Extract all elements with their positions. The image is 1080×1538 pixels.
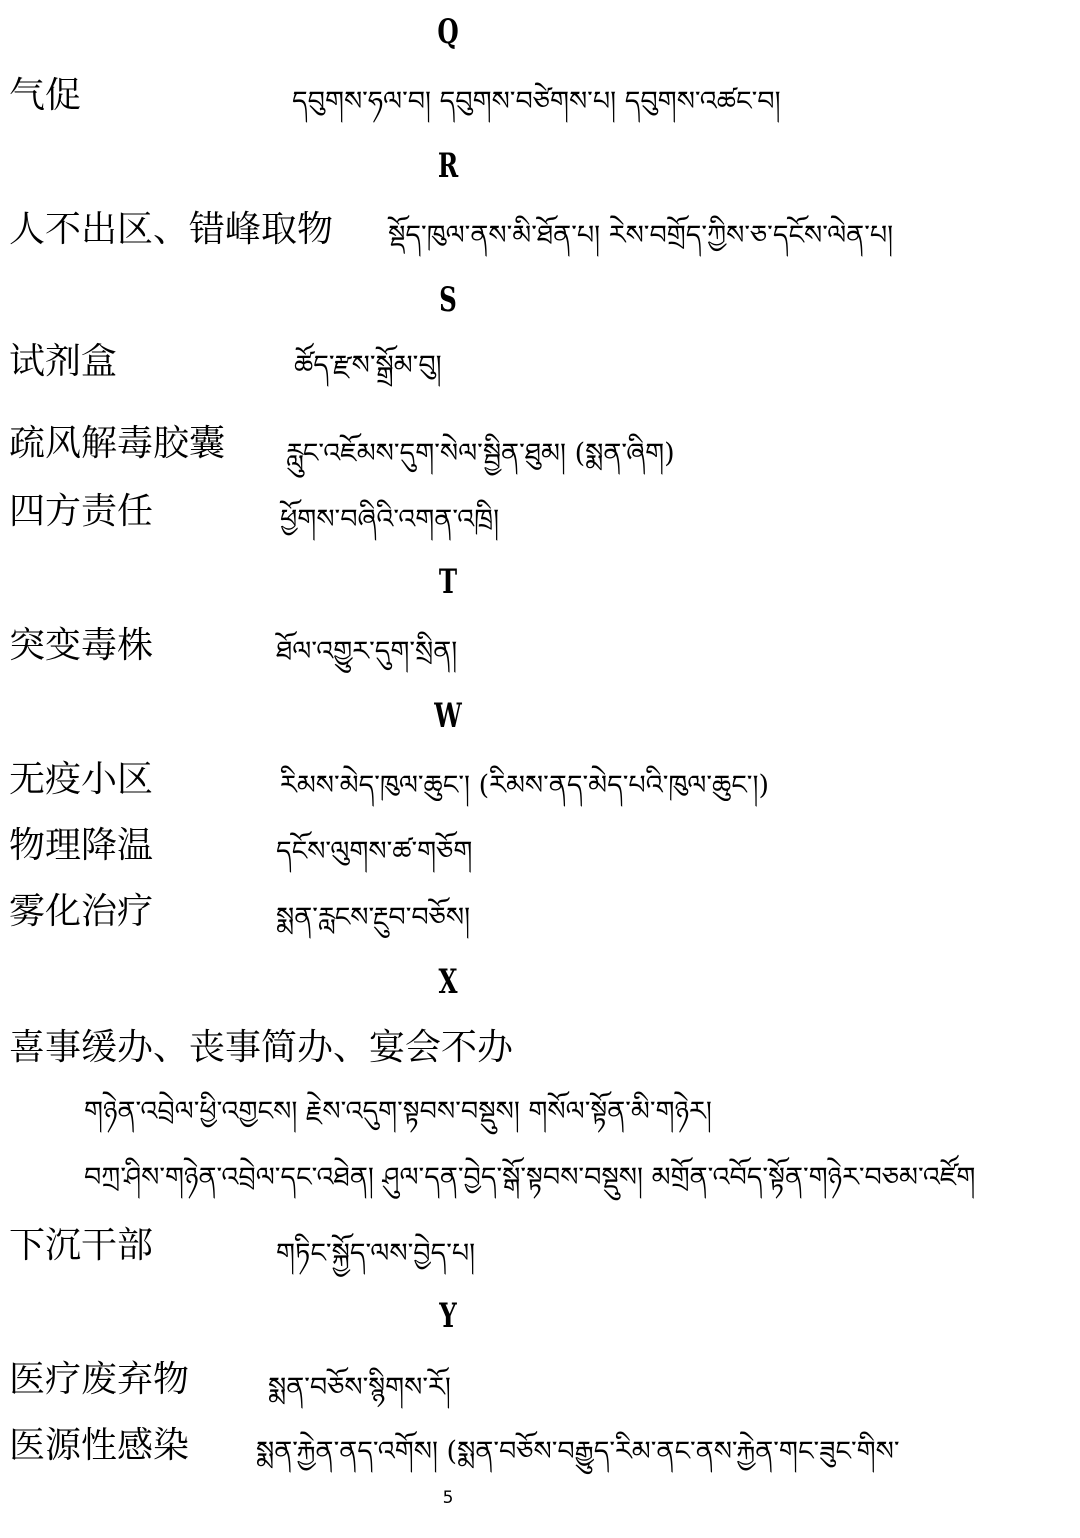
section-letter-x: X: [438, 962, 458, 1002]
entry-term-tibetan: རླུང་འཇོམས་དུག་སེལ་སྦྱིན་ཐུམ། (སྨན་ཞིག): [286, 438, 675, 469]
entry-term-chinese: 突变毒株: [9, 625, 154, 666]
entry-term-chinese: 无疫小区: [9, 759, 154, 800]
section-letter-y: Y: [439, 1296, 457, 1336]
entry-term-chinese: 雾化治疗: [9, 891, 154, 932]
entry-term-chinese: 人不出区、错峰取物: [9, 209, 334, 250]
entry-term-chinese: 物理降温: [9, 825, 154, 866]
entry-term-tibetan: ཚོད་རྫས་སྒྲོམ་བུ།: [294, 350, 442, 381]
entry-term-chinese: 气促: [9, 75, 82, 116]
entry-term-tibetan: གཏིང་སྐྱོད་ལས་བྱེད་པ།: [276, 1238, 476, 1269]
entry-term-tibetan: དབུགས་ཧལ་བ། དབུགས་བཙེགས་པ། དབུགས་འཚང་བ།: [292, 86, 781, 117]
page-number: 5: [442, 1488, 454, 1508]
entry-term-tibetan: སྨན་བཅོས་སྙིགས་རོ།: [268, 1372, 451, 1403]
entry-term-chinese: 医源性感染: [9, 1425, 190, 1466]
section-letter-q: Q: [437, 12, 459, 52]
section-letter-s: S: [439, 280, 457, 320]
section-letter-t: T: [438, 562, 458, 602]
entry-term-tibetan: ཕྱོགས་བཞིའི་འགན་འཁྲི།: [280, 504, 500, 535]
entry-term-chinese: 医疗废弃物: [9, 1359, 190, 1400]
section-letter-r: R: [437, 146, 459, 186]
entry-term-tibetan: ཐོལ་འགྱུར་དུག་སྲིན།: [276, 636, 458, 667]
entry-term-chinese: 下沉干部: [9, 1225, 154, 1266]
entry-term-chinese: 疏风解毒胶囊: [9, 423, 226, 464]
entry-term-chinese: 四方责任: [9, 491, 154, 532]
section-letter-w: W: [434, 696, 462, 736]
entry-term-chinese: 试剂盒: [9, 341, 118, 382]
entry-term-tibetan: སྡོད་ཁུལ་ནས་མི་ཐོན་པ། རེས་བགྲོད་ཀྱིས་ཅ་དངོས་ལེན་པ།: [388, 220, 894, 251]
entry-term-tibetan-line-1: གཉེན་འབྲེལ་ཕྱི་འགྱངས། རྗེས་འདུག་སྟབས་བསྡུས། གསོལ་སྟོན་མི་གཉེར།: [84, 1096, 712, 1127]
entry-term-tibetan: སྨན་རྐྱེན་ནད་འགོས། (སྨན་བཅོས་བརྒྱུད་རིམ་ནང་ནས་རྐྱེན་གང་ཟུང་གིས་: [256, 1436, 900, 1467]
entry-term-tibetan: སྨན་རླངས་རྔུབ་བཅོས།: [276, 902, 471, 933]
entry-term-tibetan: དངོས་ལུགས་ཚ་གཅོག: [276, 836, 473, 867]
entry-term-tibetan-line-2: བཀྲ་ཤིས་གཉེན་འབྲེལ་དང་འཐེན། ཤུལ་དན་བྱེད་སྒོ་སྟབས་བསྡུས། མགྲོན་འབོད་སྟོན་གཉེར་བཅམ་འཛོག: [84, 1162, 976, 1193]
entry-term-tibetan: རིམས་མེད་ཁུལ་ཆུང་། (རིམས་ནད་མེད་པའི་ཁུལ་ཆུང་།): [280, 770, 769, 801]
entry-term-chinese: 喜事缓办、丧事简办、宴会不办: [9, 1027, 514, 1068]
